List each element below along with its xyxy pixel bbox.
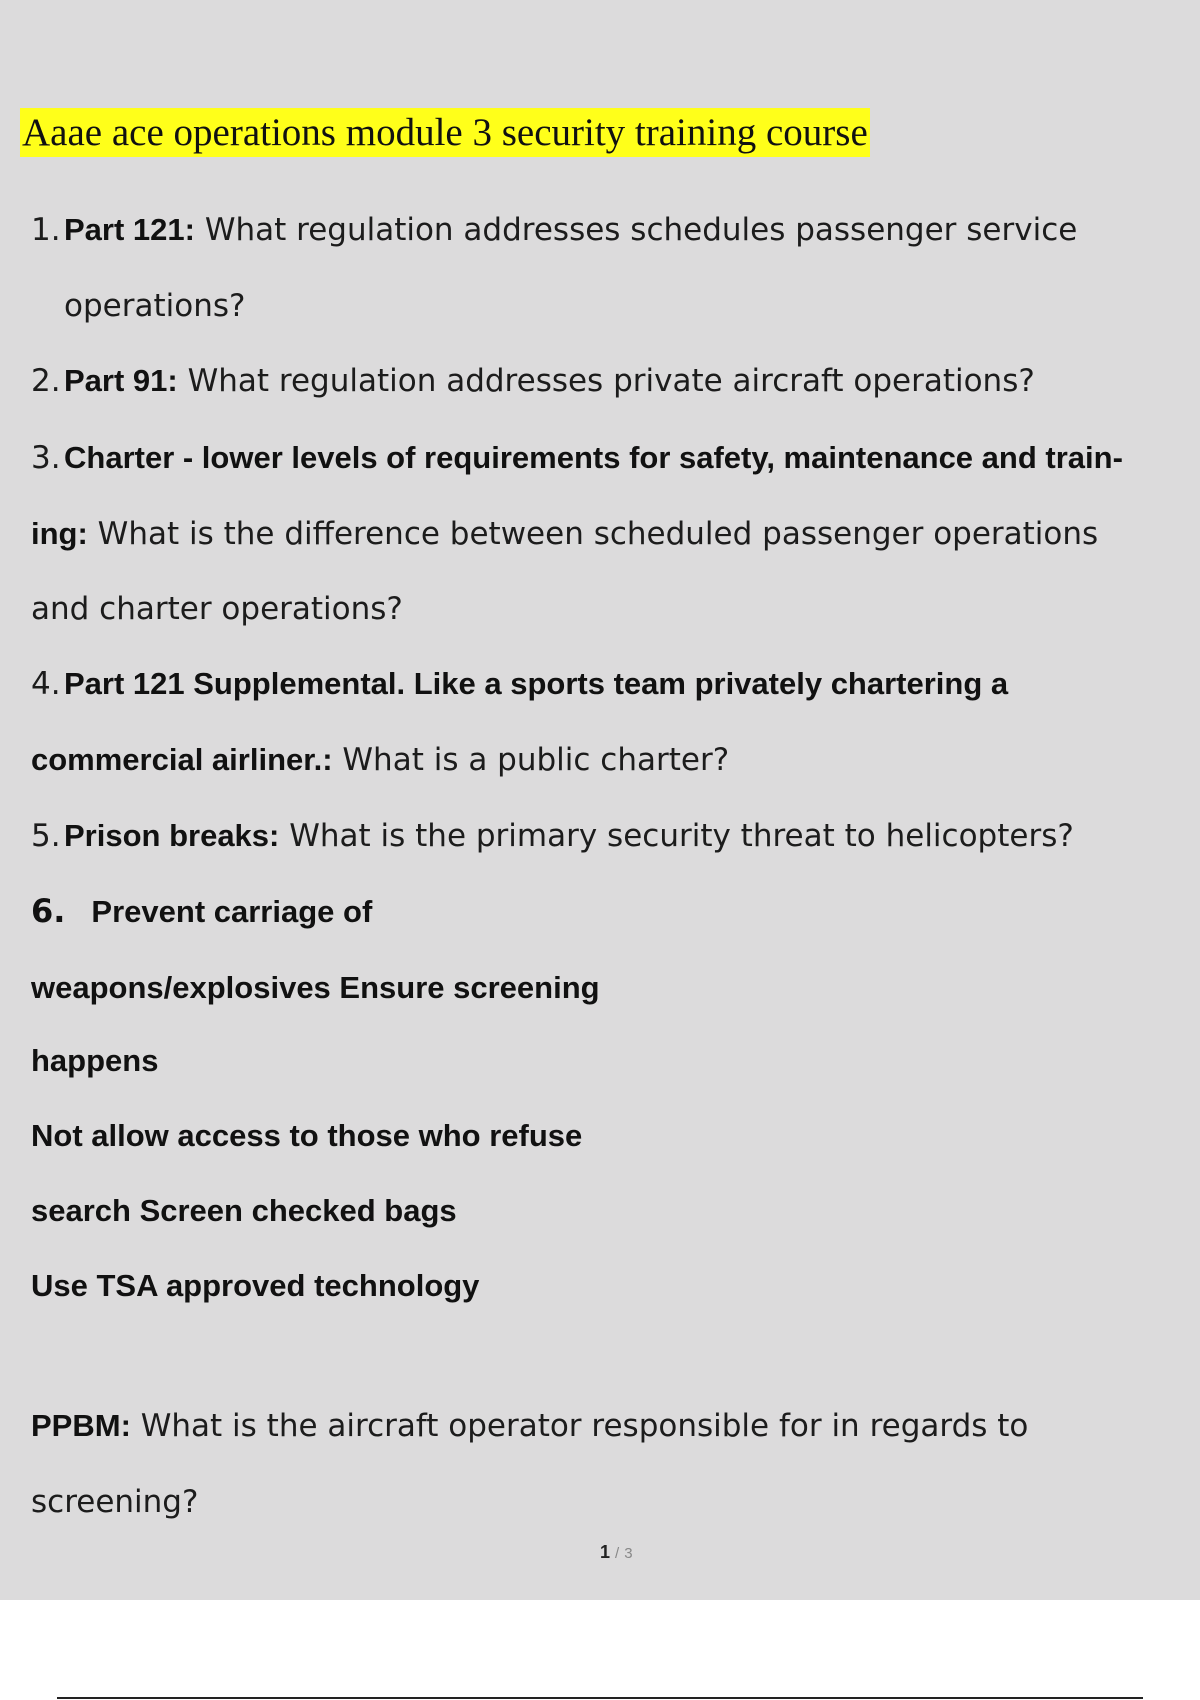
page-divider: [57, 1697, 1143, 1699]
page-separator: /: [615, 1545, 620, 1562]
item-number: 3.: [31, 440, 61, 476]
item-answer: Prevent carriage of: [91, 894, 373, 929]
item-answer: Part 121 Supplemental. Like a sports team privately chartering a: [64, 666, 1009, 701]
item-final: [31, 1406, 1028, 1446]
item-answer: Part 91:: [64, 363, 178, 398]
item-number: 2.: [31, 363, 61, 399]
item-question: What is the aircraft operator responsible for in regards to: [130, 1408, 1029, 1444]
item-answer: PPBM:: [31, 1408, 131, 1443]
item-6-answer-line: Use TSA approved technology: [31, 1268, 480, 1303]
item-answer: Prison breaks:: [64, 818, 280, 853]
page-current: 1: [600, 1542, 611, 1562]
document-title: Aaae ace operations module 3 security training course: [20, 108, 870, 157]
item-answer-cont: commercial airliner.:: [31, 742, 333, 777]
item-number: 4.: [31, 666, 61, 702]
item-1: [31, 210, 1077, 250]
item-4-cont: [31, 740, 729, 780]
item-answer: Part 121:: [64, 212, 195, 247]
item-answer-cont: ing:: [31, 516, 88, 551]
item-6-answer-line: happens: [31, 1043, 159, 1078]
page-total: 3: [624, 1545, 633, 1562]
item-4: [31, 664, 1008, 704]
item-3: [31, 438, 1123, 478]
item-5: [31, 816, 1074, 856]
item-question: What is the difference between scheduled passenger operations: [87, 516, 1099, 552]
item-3-cont: [31, 514, 1098, 554]
item-6-answer-line: Not allow access to those who refuse: [31, 1118, 583, 1153]
item-3-question-cont: and charter operations?: [31, 591, 403, 627]
item-number: 1.: [31, 212, 61, 248]
page-counter: [600, 1542, 633, 1563]
item-1-question-cont: operations?: [64, 288, 246, 324]
item-final-question-cont: screening?: [31, 1484, 199, 1520]
item-question: What regulation addresses schedules passenger service: [194, 212, 1078, 248]
item-2: [31, 361, 1035, 401]
item-question: What is a public charter?: [332, 742, 730, 778]
item-number: 5.: [31, 818, 61, 854]
item-6-answer-line: search Screen checked bags: [31, 1193, 457, 1228]
item-number: 6.: [31, 892, 66, 930]
item-6: [31, 891, 372, 931]
item-6-answer-line: weapons/explosives Ensure screening: [31, 970, 600, 1005]
item-answer: Charter - lower levels of requirements for safety, maintenance and train-: [64, 440, 1123, 475]
item-question: What is the primary security threat to helicopters?: [279, 818, 1074, 854]
item-question: What regulation addresses private aircraft operations?: [177, 363, 1035, 399]
